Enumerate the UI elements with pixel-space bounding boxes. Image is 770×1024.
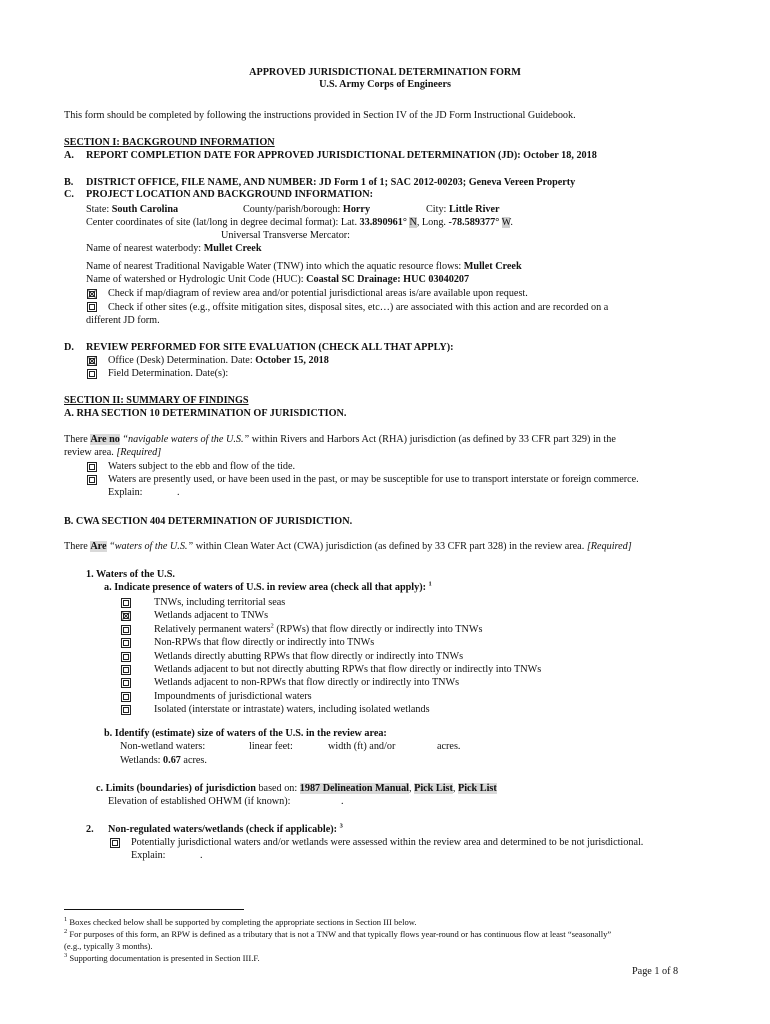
nonregulated-explain-label: Explain: bbox=[131, 850, 166, 861]
waters-type-checkbox[interactable] bbox=[121, 678, 131, 688]
rha-statement-cont bbox=[64, 447, 161, 459]
county-row bbox=[243, 204, 370, 216]
district-office: DISTRICT OFFICE, FILE NAME, AND NUMBER: JD Form 1 of 1; SAC 2012-00203; Geneva Vereen Property bbox=[86, 177, 576, 188]
nonregulated-checkbox[interactable] bbox=[110, 838, 120, 848]
nonregulated-heading bbox=[108, 824, 343, 836]
waters-type-label bbox=[154, 664, 541, 676]
limit-dropdown-1[interactable]: 1987 Delineation Manual bbox=[299, 783, 410, 794]
limit-dropdown-3[interactable]: Pick List bbox=[457, 783, 497, 794]
waters-type-checkbox[interactable] bbox=[121, 652, 131, 662]
footnote-ref-1: 1 bbox=[428, 580, 432, 588]
rha-italic: “navigable waters of the U.S.” bbox=[122, 434, 250, 445]
map-available-label: Check if map/diagram of review area and/or potential jurisdictional areas is/are available upon request. bbox=[108, 288, 528, 299]
lat-value: 33.890961° bbox=[359, 217, 407, 228]
limits-based-on: based on: bbox=[258, 783, 298, 794]
rha-heading: A. RHA SECTION 10 DETERMINATION OF JURISDICTION. bbox=[64, 408, 347, 419]
lat-direction[interactable]: N bbox=[409, 217, 417, 228]
waters-type-label bbox=[154, 637, 374, 649]
size-heading: b. Identify (estimate) size of waters of the U.S. in the review area: bbox=[104, 728, 387, 739]
waters-type-label bbox=[154, 651, 463, 663]
other-sites-label-cont: different JD form. bbox=[86, 315, 160, 326]
huc-label: Name of watershed or Hydrologic Unit Code (HUC): bbox=[86, 274, 304, 285]
footnote-ref-3: 3 bbox=[339, 822, 343, 830]
waters-type-checkbox[interactable] bbox=[121, 638, 131, 648]
item2-number: 2. bbox=[86, 824, 94, 835]
tnw-label: Name of nearest Traditional Navigable Water (TNW) into which the aquatic resource flows: bbox=[86, 261, 462, 272]
limits-row: c. Limits (boundaries) of jurisdiction based on: 1987 Delineation Manual, Pick List, Pick List bbox=[96, 783, 497, 794]
footnote-1 bbox=[64, 916, 417, 928]
office-determination-checkbox[interactable] bbox=[87, 356, 97, 366]
footnote-2-cont: (e.g., typically 3 months). bbox=[64, 941, 153, 951]
county-value: Horry bbox=[342, 204, 371, 215]
footnote-ref-2: 2 bbox=[270, 622, 274, 630]
wetlands-unit: acres. bbox=[183, 755, 207, 766]
office-determination-row bbox=[108, 355, 329, 367]
section2-heading: SECTION II: SUMMARY OF FINDINGS bbox=[64, 395, 249, 406]
footnote-2-text: For purposes of this form, an RPW is defined as a tributary that is not a TNW and that typically flows year-round or has continuous flow at least “seasonally” bbox=[69, 929, 612, 939]
presently-used-checkbox[interactable] bbox=[87, 475, 97, 485]
huc-row bbox=[86, 274, 469, 286]
waters-type-text: Wetlands directly abutting RPWs that flow directly or indirectly into TNWs bbox=[154, 651, 464, 662]
state-row bbox=[86, 204, 178, 216]
rha-explain-label: Explain: bbox=[108, 487, 143, 498]
city-value: Little River bbox=[448, 204, 500, 215]
waters-type-label bbox=[154, 691, 312, 703]
office-date: October 15, 2018 bbox=[255, 355, 329, 366]
nonregulated-text: Non-regulated waters/wetlands (check if applicable): bbox=[108, 824, 338, 835]
rha-statement bbox=[64, 434, 616, 446]
other-sites-checkbox[interactable] bbox=[87, 302, 97, 312]
footnote-1-number: 1 bbox=[64, 916, 68, 924]
section1-c-label: C. bbox=[64, 189, 74, 200]
form-title: APPROVED JURISDICTIONAL DETERMINATION FORM bbox=[249, 67, 521, 78]
footnote-3-text: Supporting documentation is presented in Section III.F. bbox=[69, 953, 260, 963]
footnote-1-text: Boxes checked below shall be supported by completing the appropriate sections in Section III below. bbox=[69, 917, 417, 927]
waterbody-row bbox=[86, 243, 262, 255]
office-label: Office (Desk) Determination. Date: bbox=[108, 355, 253, 366]
waters-type-text: Wetlands adjacent to non-RPWs that flow directly or indirectly into TNWs bbox=[154, 677, 460, 688]
state-value: South Carolina bbox=[111, 204, 179, 215]
waters-type-checkbox[interactable] bbox=[121, 625, 131, 635]
limit-dropdown-2[interactable]: Pick List bbox=[414, 783, 453, 794]
cwa-required: [Required] bbox=[586, 541, 632, 552]
utm-label: Universal Transverse Mercator: bbox=[221, 230, 351, 241]
waters-type-checkbox[interactable] bbox=[121, 611, 131, 621]
cwa-heading: B. CWA SECTION 404 DETERMINATION OF JURISDICTION. bbox=[64, 516, 353, 527]
footnote-divider bbox=[64, 909, 244, 910]
rha-post: within Rivers and Harbors Act (RHA) jurisdiction (as defined by 33 CFR part 329) in the bbox=[251, 434, 616, 445]
checked-x-icon bbox=[88, 357, 96, 365]
waterbody-value: Mullet Creek bbox=[203, 243, 262, 254]
waters-type-label bbox=[154, 610, 268, 622]
ebb-flow-checkbox[interactable] bbox=[87, 462, 97, 472]
long-value: -78.589377° bbox=[448, 217, 500, 228]
waters-type-checkbox[interactable] bbox=[121, 705, 131, 715]
field-determination-label: Field Determination. Date(s): bbox=[108, 368, 229, 379]
waters-type-label bbox=[154, 677, 459, 689]
ebb-flow-label: Waters subject to the ebb and flow of the tide. bbox=[108, 461, 296, 472]
map-available-checkbox[interactable] bbox=[87, 289, 97, 299]
waters-type-text-rest: (RPWs) that flow directly or indirectly into TNWs bbox=[273, 624, 483, 635]
waters-type-checkbox[interactable] bbox=[121, 665, 131, 675]
cwa-italic: “waters of the U.S.” bbox=[109, 541, 194, 552]
footnote-3-number: 3 bbox=[64, 952, 68, 960]
footnote-2 bbox=[64, 928, 611, 940]
other-sites-label: Check if other sites (e.g., offsite mitigation sites, disposal sites, etc…) are associated with this action and are recorded on a bbox=[108, 302, 609, 313]
waters-type-text: Impoundments of jurisdictional waters bbox=[154, 691, 312, 702]
waters-type-text: Non-RPWs that flow directly or indirectly into TNWs bbox=[154, 637, 375, 648]
waters-type-label bbox=[154, 597, 285, 609]
checked-x-icon bbox=[88, 290, 96, 298]
width-label: width (ft) and/or bbox=[328, 741, 396, 752]
rha-pre: There bbox=[64, 434, 88, 445]
waters-type-text: Relatively permanent waters bbox=[154, 624, 271, 635]
rha-explain-field[interactable]: . bbox=[177, 487, 180, 498]
wetlands-value: 0.67 bbox=[163, 755, 181, 766]
rha-required: [Required] bbox=[116, 447, 162, 458]
cwa-post: within Clean Water Act (CWA) jurisdiction (as defined by 33 CFR part 328) in the review area. bbox=[195, 541, 585, 552]
project-location-heading: PROJECT LOCATION AND BACKGROUND INFORMATION: bbox=[86, 189, 373, 200]
city-row bbox=[426, 204, 500, 216]
form-subtitle: U.S. Army Corps of Engineers bbox=[319, 79, 451, 90]
presence-text: a. Indicate presence of waters of U.S. in review area (check all that apply): bbox=[104, 582, 426, 593]
waters-of-us-heading: 1. Waters of the U.S. bbox=[86, 569, 175, 580]
linear-feet-label: linear feet: bbox=[249, 741, 293, 752]
tnw-row bbox=[86, 261, 522, 273]
waterbody-label: Name of nearest waterbody: bbox=[86, 243, 202, 254]
section1-a-label: A. bbox=[64, 150, 74, 161]
review-performed-heading: REVIEW PERFORMED FOR SITE EVALUATION (CHECK ALL THAT APPLY): bbox=[86, 342, 454, 353]
waters-type-checkbox[interactable] bbox=[121, 598, 131, 608]
cwa-choice-dropdown[interactable]: Are bbox=[90, 541, 107, 552]
waters-type-text: Wetlands adjacent to TNWs bbox=[154, 610, 269, 621]
field-determination-checkbox[interactable] bbox=[87, 369, 97, 379]
nonwetland-label: Non-wetland waters: bbox=[120, 741, 206, 752]
wetlands-label: Wetlands: bbox=[120, 755, 161, 766]
page-number: Page 1 of 8 bbox=[632, 966, 679, 977]
waters-type-text: Isolated (interstate or intrastate) waters, including isolated wetlands bbox=[154, 704, 430, 715]
rha-line2: review area. bbox=[64, 447, 114, 458]
presence-heading bbox=[104, 582, 432, 594]
waters-type-text: TNWs, including territorial seas bbox=[154, 597, 286, 608]
intro-text: This form should be completed by following the instructions provided in Section IV of the JD Form Instructional Guidebook. bbox=[64, 110, 576, 121]
state-label: State: bbox=[86, 204, 110, 215]
ohwm-label: Elevation of established OHWM (if known): bbox=[108, 796, 291, 807]
coordinates-row: Center coordinates of site (lat/long in degree decimal format): Lat. 33.890961° N, Long. -78.589377° W. bbox=[86, 217, 513, 228]
nonregulated-label: Potentially jurisdictional waters and/or wetlands were assessed within the review area and determined to be not jurisdictional. bbox=[131, 837, 644, 848]
checked-x-icon bbox=[122, 612, 130, 620]
waters-type-label bbox=[154, 704, 430, 716]
footnote-3 bbox=[64, 952, 260, 964]
section1-d-label: D. bbox=[64, 342, 74, 353]
limits-label: c. Limits (boundaries) of jurisdiction bbox=[96, 783, 256, 794]
long-label: , Long. bbox=[416, 217, 446, 228]
long-direction[interactable]: W bbox=[501, 217, 511, 228]
waters-type-label bbox=[154, 624, 482, 636]
report-completion-date: REPORT COMPLETION DATE FOR APPROVED JURISDICTIONAL DETERMINATION (JD): October 18, 2018 bbox=[86, 150, 597, 161]
rha-choice-dropdown[interactable]: Are no bbox=[90, 434, 120, 445]
huc-value: Coastal SC Drainage: HUC 03040207 bbox=[306, 274, 470, 285]
ohwm-field[interactable]: . bbox=[341, 796, 344, 807]
tnw-value: Mullet Creek bbox=[463, 261, 522, 272]
waters-type-checkbox[interactable] bbox=[121, 692, 131, 702]
presently-used-label: Waters are presently used, or have been used in the past, or may be susceptible for use to transport interstate or foreign commerce. bbox=[108, 474, 639, 485]
footnote-2-number: 2 bbox=[64, 928, 68, 936]
acres-label: acres. bbox=[437, 741, 461, 752]
county-label: County/parish/borough: bbox=[243, 204, 341, 215]
waters-type-text: Wetlands adjacent to but not directly abutting RPWs that flow directly or indirectly into TNWs bbox=[154, 664, 542, 675]
section1-heading: SECTION I: BACKGROUND INFORMATION bbox=[64, 137, 275, 148]
wetlands-row bbox=[120, 755, 207, 767]
nonregulated-explain-field[interactable]: . bbox=[200, 850, 203, 861]
cwa-statement bbox=[64, 541, 632, 553]
city-label: City: bbox=[426, 204, 447, 215]
section1-b-label: B. bbox=[64, 177, 74, 188]
cwa-pre: There bbox=[64, 541, 88, 552]
coords-label: Center coordinates of site (lat/long in degree decimal format): Lat. bbox=[86, 217, 357, 228]
